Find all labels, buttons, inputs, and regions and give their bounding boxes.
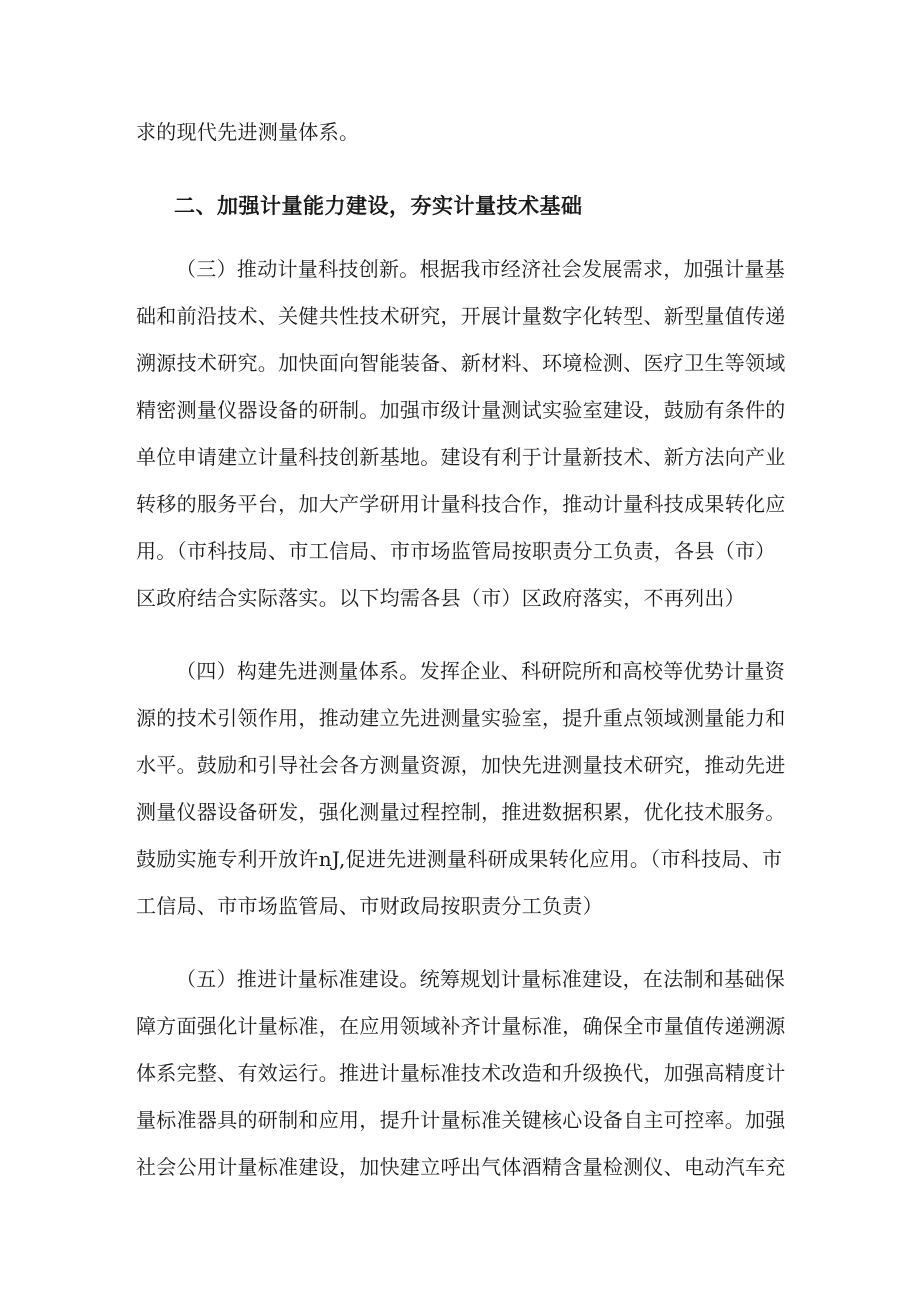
paragraph-4-line: 水平。鼓励和引导社会各方测量资源，加快先进测量技术研究，推动先进	[136, 753, 786, 777]
paragraph-4-line: 工信局、市市场监管局、市财政局按职责分工负责）	[136, 894, 603, 918]
paragraph-4-line: 鼓励实施专利开放许nJ,促进先进测量科研成果转化应用。（市科技局、市	[136, 847, 783, 871]
paragraph-3-line: 区政府结合实际落实。以下均需各县（市）区政府落实，不再列出）	[136, 586, 745, 610]
section-heading: 二、加强计量能力建设，夯实计量技术基础	[174, 194, 583, 218]
paragraph-3-line: 础和前沿技术、关健共性技术研究，开展计量数字化转型、新型量值传递	[136, 304, 786, 328]
paragraph-4-line: 测量仪器设备研发，强化测量过程控制，推进数据积累，优化技术服务。	[136, 800, 786, 824]
paragraph-3-line: 溯源技术研究。加快面向智能装备、新材料、环境检测、医疗卫生等领域	[136, 351, 786, 375]
paragraph-3-line: （三）推动计量科技创新。根据我市经济社会发展需求，加强计量基	[176, 257, 785, 281]
paragraph-4-line: （四）构建先进测量体系。发挥企业、科研院所和高校等优势计量资	[176, 659, 785, 683]
paragraph-5-line: 量标准器具的研制和应用，提升计量标准关键核心设备自主可控率。加强	[136, 1108, 786, 1132]
paragraph-3-line: 转移的服务平台，加大产学研用计量科技合作，推动计量科技成果转化应	[136, 492, 786, 516]
paragraph-3-line: 用。（市科技局、市工信局、市市场监管局按职责分工负责，各县（市）	[136, 539, 776, 563]
paragraph-3-line: 单位申请建立计量科技创新基地。建设有利于计量新技术、新方法向产业	[136, 445, 786, 469]
paragraph-4-line: 源的技术引领作用，推动建立先进测量实验室，提升重点领域测量能力和	[136, 706, 786, 730]
paragraph-5-line: （五）推进计量标准建设。统筹规划计量标准建设，在法制和基础保	[176, 967, 785, 991]
paragraph-3-line: 精密测量仪器设备的研制。加强市级计量测试实验室建设，鼓励有条件的	[136, 398, 786, 422]
paragraph-5-line: 障方面强化计量标准，在应用领域补齐计量标准，确保全市量值传递溯源	[136, 1014, 786, 1038]
paragraph-line: 求的现代先进测量体系。	[136, 120, 360, 144]
paragraph-5-line: 社会公用计量标准建设，加快建立呼出气体酒精含量检测仪、电动汽车充	[136, 1155, 786, 1179]
paragraph-5-line: 体系完整、有效运行。推进计量标准技术改造和升级换代，加强高精度计	[136, 1061, 786, 1085]
